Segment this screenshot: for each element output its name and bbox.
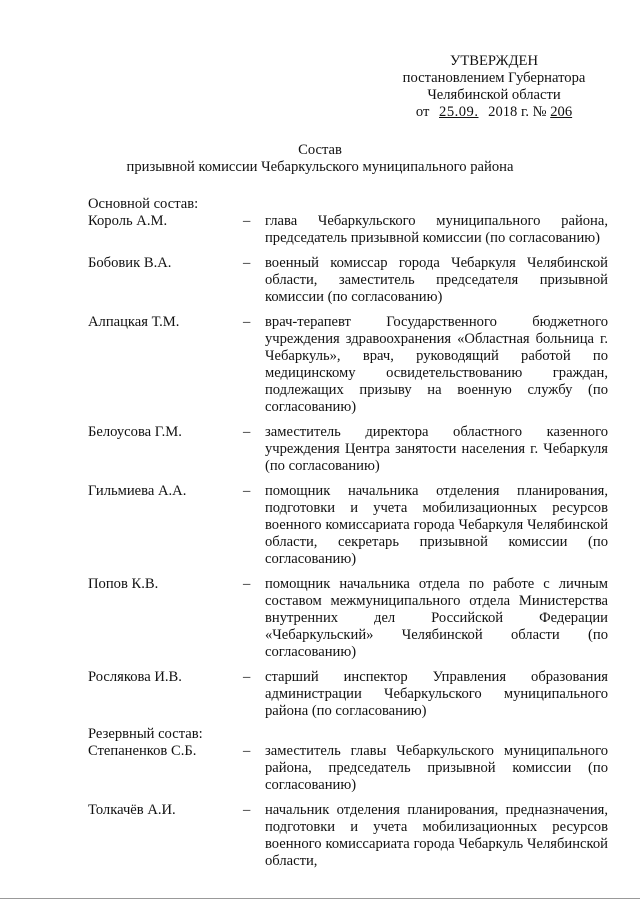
member-position: старший инспектор Управления образования администрации Чебаркульского муниципального района (по согласованию) — [265, 669, 608, 719]
member-dash: – — [243, 576, 251, 592]
member-position: заместитель главы Чебаркульского муниципального района, председатель призывной комиссии (по согласованию) — [265, 743, 608, 793]
member-row — [88, 483, 608, 568]
member-row — [88, 743, 608, 794]
member-dash: – — [243, 255, 251, 271]
member-row — [88, 669, 608, 720]
main-section-label: Основной состав: — [88, 196, 199, 212]
member-row — [88, 802, 608, 870]
member-position: глава Чебаркульского муниципального района, председатель призывной комиссии (по согласованию) — [265, 213, 608, 246]
page-bottom-rule — [0, 898, 640, 899]
member-position: заместитель директора областного казенного учреждения Центра занятости населения г. Чебаркуля (по согласованию) — [265, 424, 608, 474]
approved-by-line: постановлением Губернатора — [402, 70, 586, 86]
title-line-2: призывной комиссии Чебаркульского муниципального района — [126, 159, 514, 175]
member-name: Гильмиева А.А. — [88, 483, 187, 499]
member-name: Белоусова Г.М. — [88, 424, 182, 440]
member-name: Бобовик В.А. — [88, 255, 172, 271]
document-title — [0, 142, 640, 176]
member-row — [88, 424, 608, 475]
member-position: военный комиссар города Чебаркуля Челябинской области, заместитель председателя призывной комиссии (по согласованию) — [265, 255, 608, 305]
member-dash: – — [243, 314, 251, 330]
approval-block — [388, 53, 600, 121]
member-name: Попов К.В. — [88, 576, 159, 592]
approved-heading: УТВЕРЖДЕН — [450, 53, 538, 69]
member-position: помощник начальника отдела по работе с личным составом межмуниципального отдела Министерства внутренних дел Российской Федерации «Чебаркульский» Челябинской области (по согласованию) — [265, 576, 608, 660]
member-position: начальник отделения планирования, предназначения, подготовки и учета мобилизационных ресурсов военного комиссариата города Чебаркуль Челябинской области, — [265, 802, 608, 869]
reserve-section-label: Резервный состав: — [88, 726, 203, 742]
commission-list — [88, 196, 608, 878]
member-name: Толкачёв А.И. — [88, 802, 176, 818]
member-position: врач-терапевт Государственного бюджетного учреждения здравоохранения «Областная больница г. Чебаркуль», врач, руководящий работой по медицинскому освидетельствованию граждан, подлежащих призыву на военную службу (по согласованию) — [265, 314, 608, 415]
member-dash: – — [243, 424, 251, 440]
date-prefix: от — [415, 104, 430, 120]
member-dash: – — [243, 802, 251, 818]
approval-year: 2018 г. — [488, 104, 529, 120]
member-row — [88, 213, 608, 247]
member-dash: – — [243, 669, 251, 685]
member-row — [88, 255, 608, 306]
member-name: Рослякова И.В. — [88, 669, 182, 685]
number-sign: № — [532, 104, 547, 120]
member-dash: – — [243, 483, 251, 499]
member-name: Алпацкая Т.М. — [88, 314, 180, 330]
approved-region-line: Челябинской области — [427, 87, 561, 103]
member-row — [88, 576, 608, 661]
member-name: Степаненков С.Б. — [88, 743, 197, 759]
approval-date: 25.09. — [439, 104, 479, 120]
approval-number: 206 — [550, 104, 573, 120]
member-dash: – — [243, 743, 251, 759]
approval-date-line — [388, 104, 600, 121]
title-line-1: Состав — [298, 142, 342, 158]
member-name: Король А.М. — [88, 213, 168, 229]
member-dash: – — [243, 213, 251, 229]
member-row — [88, 314, 608, 416]
member-position: помощник начальника отделения планирования, подготовки и учета мобилизационных ресурсов военного комиссариата города Чебаркуля Челябинской области, секретарь призывной комиссии (по согласованию) — [265, 483, 608, 567]
